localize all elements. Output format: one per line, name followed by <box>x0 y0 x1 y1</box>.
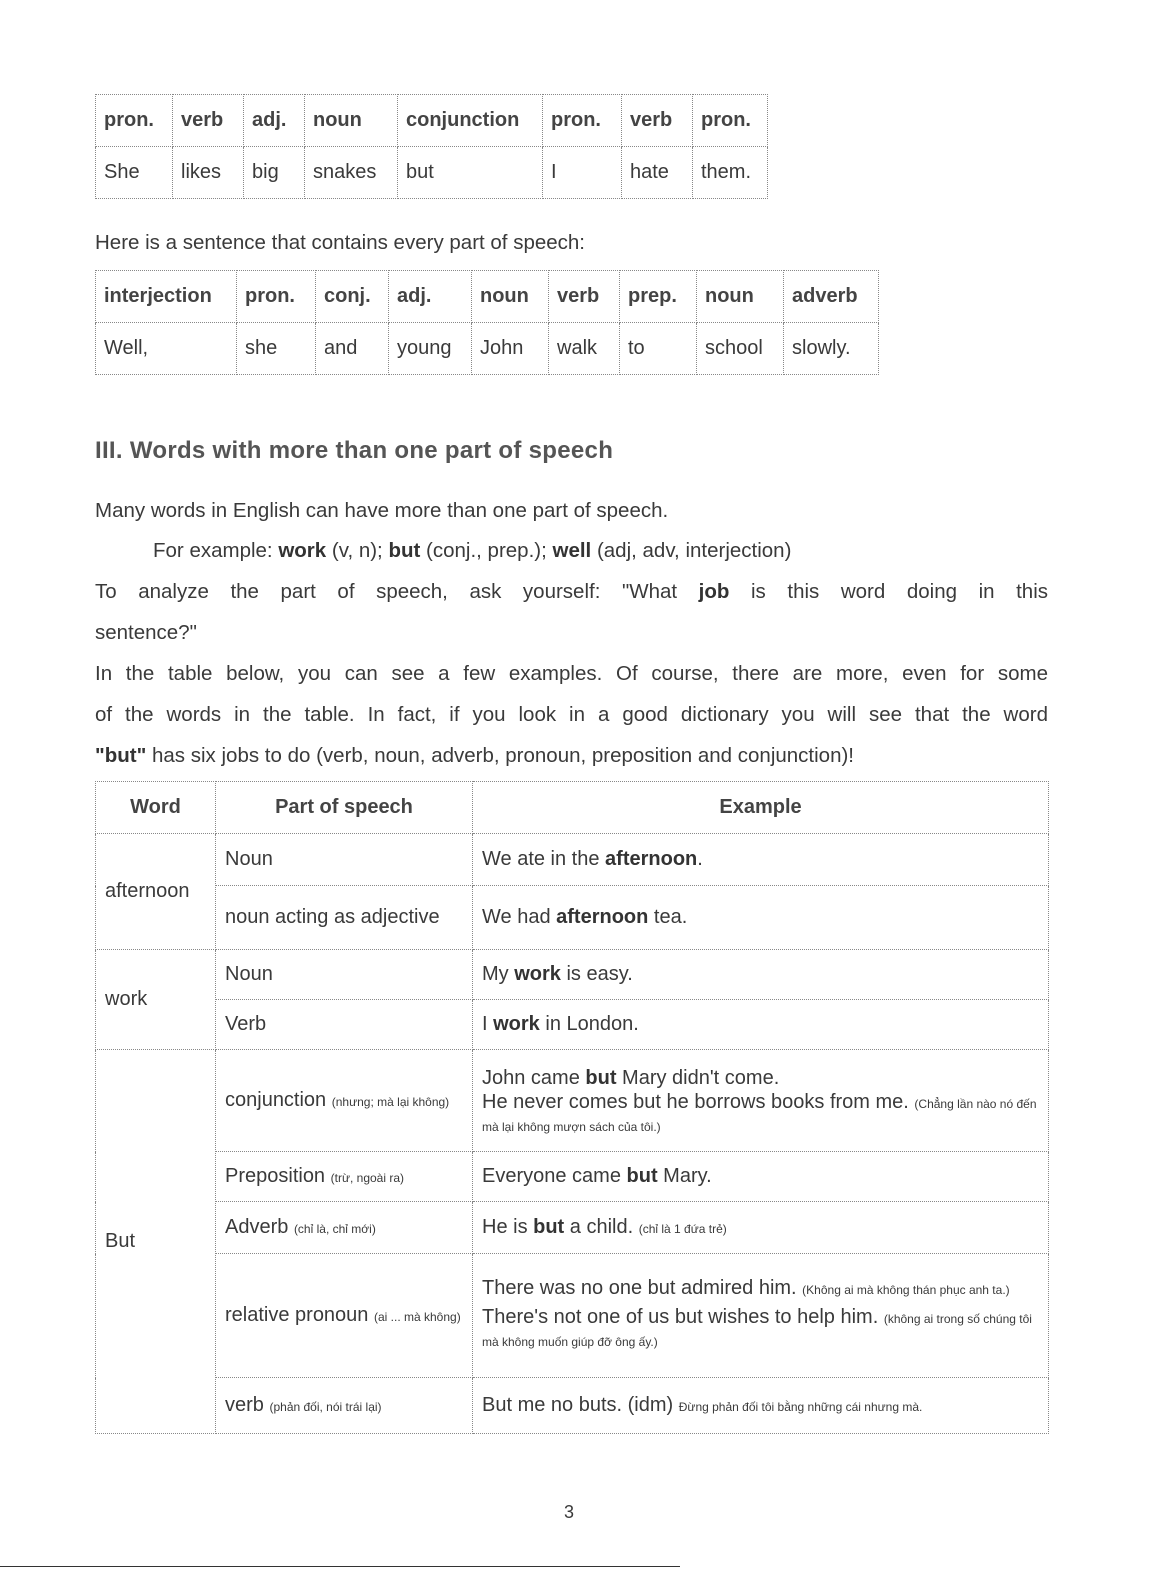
header-pos: Part of speech <box>216 782 473 834</box>
pos-cell <box>216 1202 473 1254</box>
text-span: verb <box>225 1394 270 1416</box>
paragraph-line: In the table below, you can see a few examples. Of course, there are more, even for some <box>95 662 1048 685</box>
example-line <box>482 1278 1039 1301</box>
table-cell: big <box>244 147 305 199</box>
table-cell: pron. <box>96 95 173 147</box>
table-cell: prep. <box>620 271 697 323</box>
example-cell <box>473 1152 1049 1202</box>
text-span: Mary didn't come. <box>616 1066 780 1089</box>
pos-cell: Noun <box>216 950 473 1000</box>
table-cell: pron. <box>693 95 768 147</box>
table-cell: verb <box>173 95 244 147</box>
table-cell: pron. <box>543 95 622 147</box>
example-line <box>153 530 791 571</box>
table-row <box>96 1378 1049 1434</box>
pos-cell <box>216 1152 473 1202</box>
table-cell: noun <box>305 95 398 147</box>
text-span: a child. <box>564 1216 639 1238</box>
paragraph-line <box>95 571 1048 612</box>
pos-cell: Noun <box>216 834 473 886</box>
example-cell <box>473 1254 1049 1378</box>
example-line <box>482 1307 1039 1353</box>
table-row <box>96 950 1049 1000</box>
bold-word: but <box>626 1165 658 1187</box>
text-span: (v, n); <box>326 539 389 562</box>
table-row <box>96 1254 1049 1378</box>
example-line <box>482 1092 1039 1138</box>
text-span: We had <box>482 906 557 928</box>
table-cell: hate <box>622 147 693 199</box>
text-span: (conj., prep.); <box>420 539 553 562</box>
bold-word: work <box>493 1013 540 1035</box>
text-span: For example: <box>153 539 279 562</box>
example-cell <box>473 886 1049 950</box>
table-row <box>96 834 1049 886</box>
pos-cell: noun acting as adjective <box>216 886 473 950</box>
vietnamese-note: (Không ai mà không thán phục anh ta.) <box>802 1283 1010 1297</box>
table-cell: adverb <box>784 271 879 323</box>
text-span: relative pronoun <box>225 1303 374 1326</box>
text-span: We ate in the <box>482 848 606 870</box>
vietnamese-note: (nhưng; mà lại không) <box>331 1094 450 1109</box>
pos-table-2 <box>95 270 879 375</box>
vietnamese-note: (không ai trong số chúng tôi mà không muốn giúp đỡ ông ấy.) <box>482 1312 1032 1349</box>
table-cell: likes <box>173 147 244 199</box>
table-cell: snakes <box>305 147 398 199</box>
table-cell: to <box>620 323 697 375</box>
word-table <box>95 781 1049 1434</box>
text-span: Mary. <box>657 1165 712 1187</box>
table-cell: adj. <box>389 271 472 323</box>
footer-divider <box>0 1566 680 1567</box>
paragraph-line: sentence?" <box>95 621 197 644</box>
table-cell: she <box>237 323 316 375</box>
table-cell: conj. <box>316 271 389 323</box>
vietnamese-note: (trừ, ngoài ra) <box>330 1171 405 1185</box>
bold-word: but <box>533 1216 565 1238</box>
pos-cell <box>216 1050 473 1152</box>
text-span: in London. <box>539 1013 639 1035</box>
text-span: John came <box>482 1066 586 1089</box>
vietnamese-note: Đừng phản đối tôi bằng những cái nhưng mà. <box>678 1400 923 1414</box>
table-cell: young <box>389 323 472 375</box>
bold-word: but <box>388 539 421 562</box>
bold-word: job <box>698 580 730 603</box>
text-span: He never comes but he borrows books from me. <box>482 1090 915 1113</box>
table-cell: Well, <box>96 323 237 375</box>
text-span: tea. <box>648 906 688 928</box>
pos-cell <box>216 1378 473 1434</box>
section-heading: III. Words with more than one part of speech <box>95 437 614 464</box>
example-cell <box>473 1000 1049 1050</box>
table-cell: John <box>472 323 549 375</box>
vietnamese-note: (phản đối, nói trái lại) <box>269 1400 382 1414</box>
text-span: To analyze the part of speech, ask yourself: "What <box>95 580 699 603</box>
example-cell <box>473 1050 1049 1152</box>
table-cell: but <box>398 147 543 199</box>
table-cell: verb <box>549 271 620 323</box>
bold-word: well <box>552 539 592 562</box>
pos-cell <box>216 1254 473 1378</box>
text-span: There was no one but admired him. <box>482 1277 803 1299</box>
paragraph-line <box>95 735 854 776</box>
vietnamese-note: (chỉ là 1 đứa trẻ) <box>638 1222 727 1236</box>
text-span: My <box>482 963 515 985</box>
table-cell: them. <box>693 147 768 199</box>
bold-word: afternoon <box>556 906 649 928</box>
text-span: has six jobs to do (verb, noun, adverb, pronoun, preposition and conjunction)! <box>146 744 855 767</box>
table-row <box>96 886 1049 950</box>
table-row <box>96 1050 1049 1152</box>
vietnamese-note: (chỉ là, chỉ mới) <box>293 1222 376 1236</box>
table-cell: interjection <box>96 271 237 323</box>
table-cell: pron. <box>237 271 316 323</box>
table-row <box>96 1000 1049 1050</box>
text-span: Adverb <box>225 1216 294 1238</box>
bold-word: "but" <box>95 744 147 767</box>
text-span: Preposition <box>225 1165 331 1187</box>
text-span: is this word doing in this <box>729 580 1048 603</box>
table-cell: and <box>316 323 389 375</box>
table-cell: noun <box>697 271 784 323</box>
table-row <box>96 147 768 199</box>
vietnamese-note: (Chẳng lần nào nó đến mà lại không mượn sách của tôi.) <box>482 1096 1037 1134</box>
table-row <box>96 782 1049 834</box>
table-cell: adj. <box>244 95 305 147</box>
paragraph-line: of the words in the table. In fact, if you look in a good dictionary you will see that the word <box>95 703 1048 726</box>
intro-text: Here is a sentence that contains every part of speech: <box>95 231 585 254</box>
table-cell: I <box>543 147 622 199</box>
header-example: Example <box>473 782 1049 834</box>
table-row <box>96 271 879 323</box>
text-span: . <box>697 848 703 870</box>
table-cell: conjunction <box>398 95 543 147</box>
word-cell: work <box>96 950 216 1050</box>
text-span: There's not one of us but wishes to help him. <box>482 1306 884 1328</box>
table-cell: She <box>96 147 173 199</box>
text-span: I <box>482 1013 494 1035</box>
header-word: Word <box>96 782 216 834</box>
bold-word: work <box>278 539 327 562</box>
vietnamese-note: (ai ... mà không) <box>373 1309 461 1324</box>
example-line <box>482 1064 1039 1092</box>
paragraph-line: Many words in English can have more than one part of speech. <box>95 499 669 522</box>
table-cell: verb <box>622 95 693 147</box>
table-row <box>96 95 768 147</box>
word-cell: But <box>96 1050 216 1434</box>
pos-cell: Verb <box>216 1000 473 1050</box>
bold-word: but <box>585 1066 617 1089</box>
bold-word: afternoon <box>605 848 698 870</box>
example-cell <box>473 1378 1049 1434</box>
table-cell: noun <box>472 271 549 323</box>
text-span: (adj, adv, interjection) <box>591 539 792 562</box>
table-row <box>96 1202 1049 1254</box>
page-number: 3 <box>564 1502 575 1522</box>
text-span: is easy. <box>560 963 633 985</box>
pos-table-1 <box>95 94 768 199</box>
text-span: But me no buts. (idm) <box>482 1394 679 1416</box>
table-row <box>96 1152 1049 1202</box>
bold-word: work <box>514 963 561 985</box>
table-cell: slowly. <box>784 323 879 375</box>
table-cell: walk <box>549 323 620 375</box>
table-row <box>96 323 879 375</box>
text-span: Everyone came <box>482 1165 627 1187</box>
word-cell: afternoon <box>96 834 216 950</box>
text-span: conjunction <box>225 1088 332 1111</box>
text-span: He is <box>482 1216 534 1238</box>
example-cell <box>473 1202 1049 1254</box>
table-cell: school <box>697 323 784 375</box>
example-cell <box>473 834 1049 886</box>
example-cell <box>473 950 1049 1000</box>
